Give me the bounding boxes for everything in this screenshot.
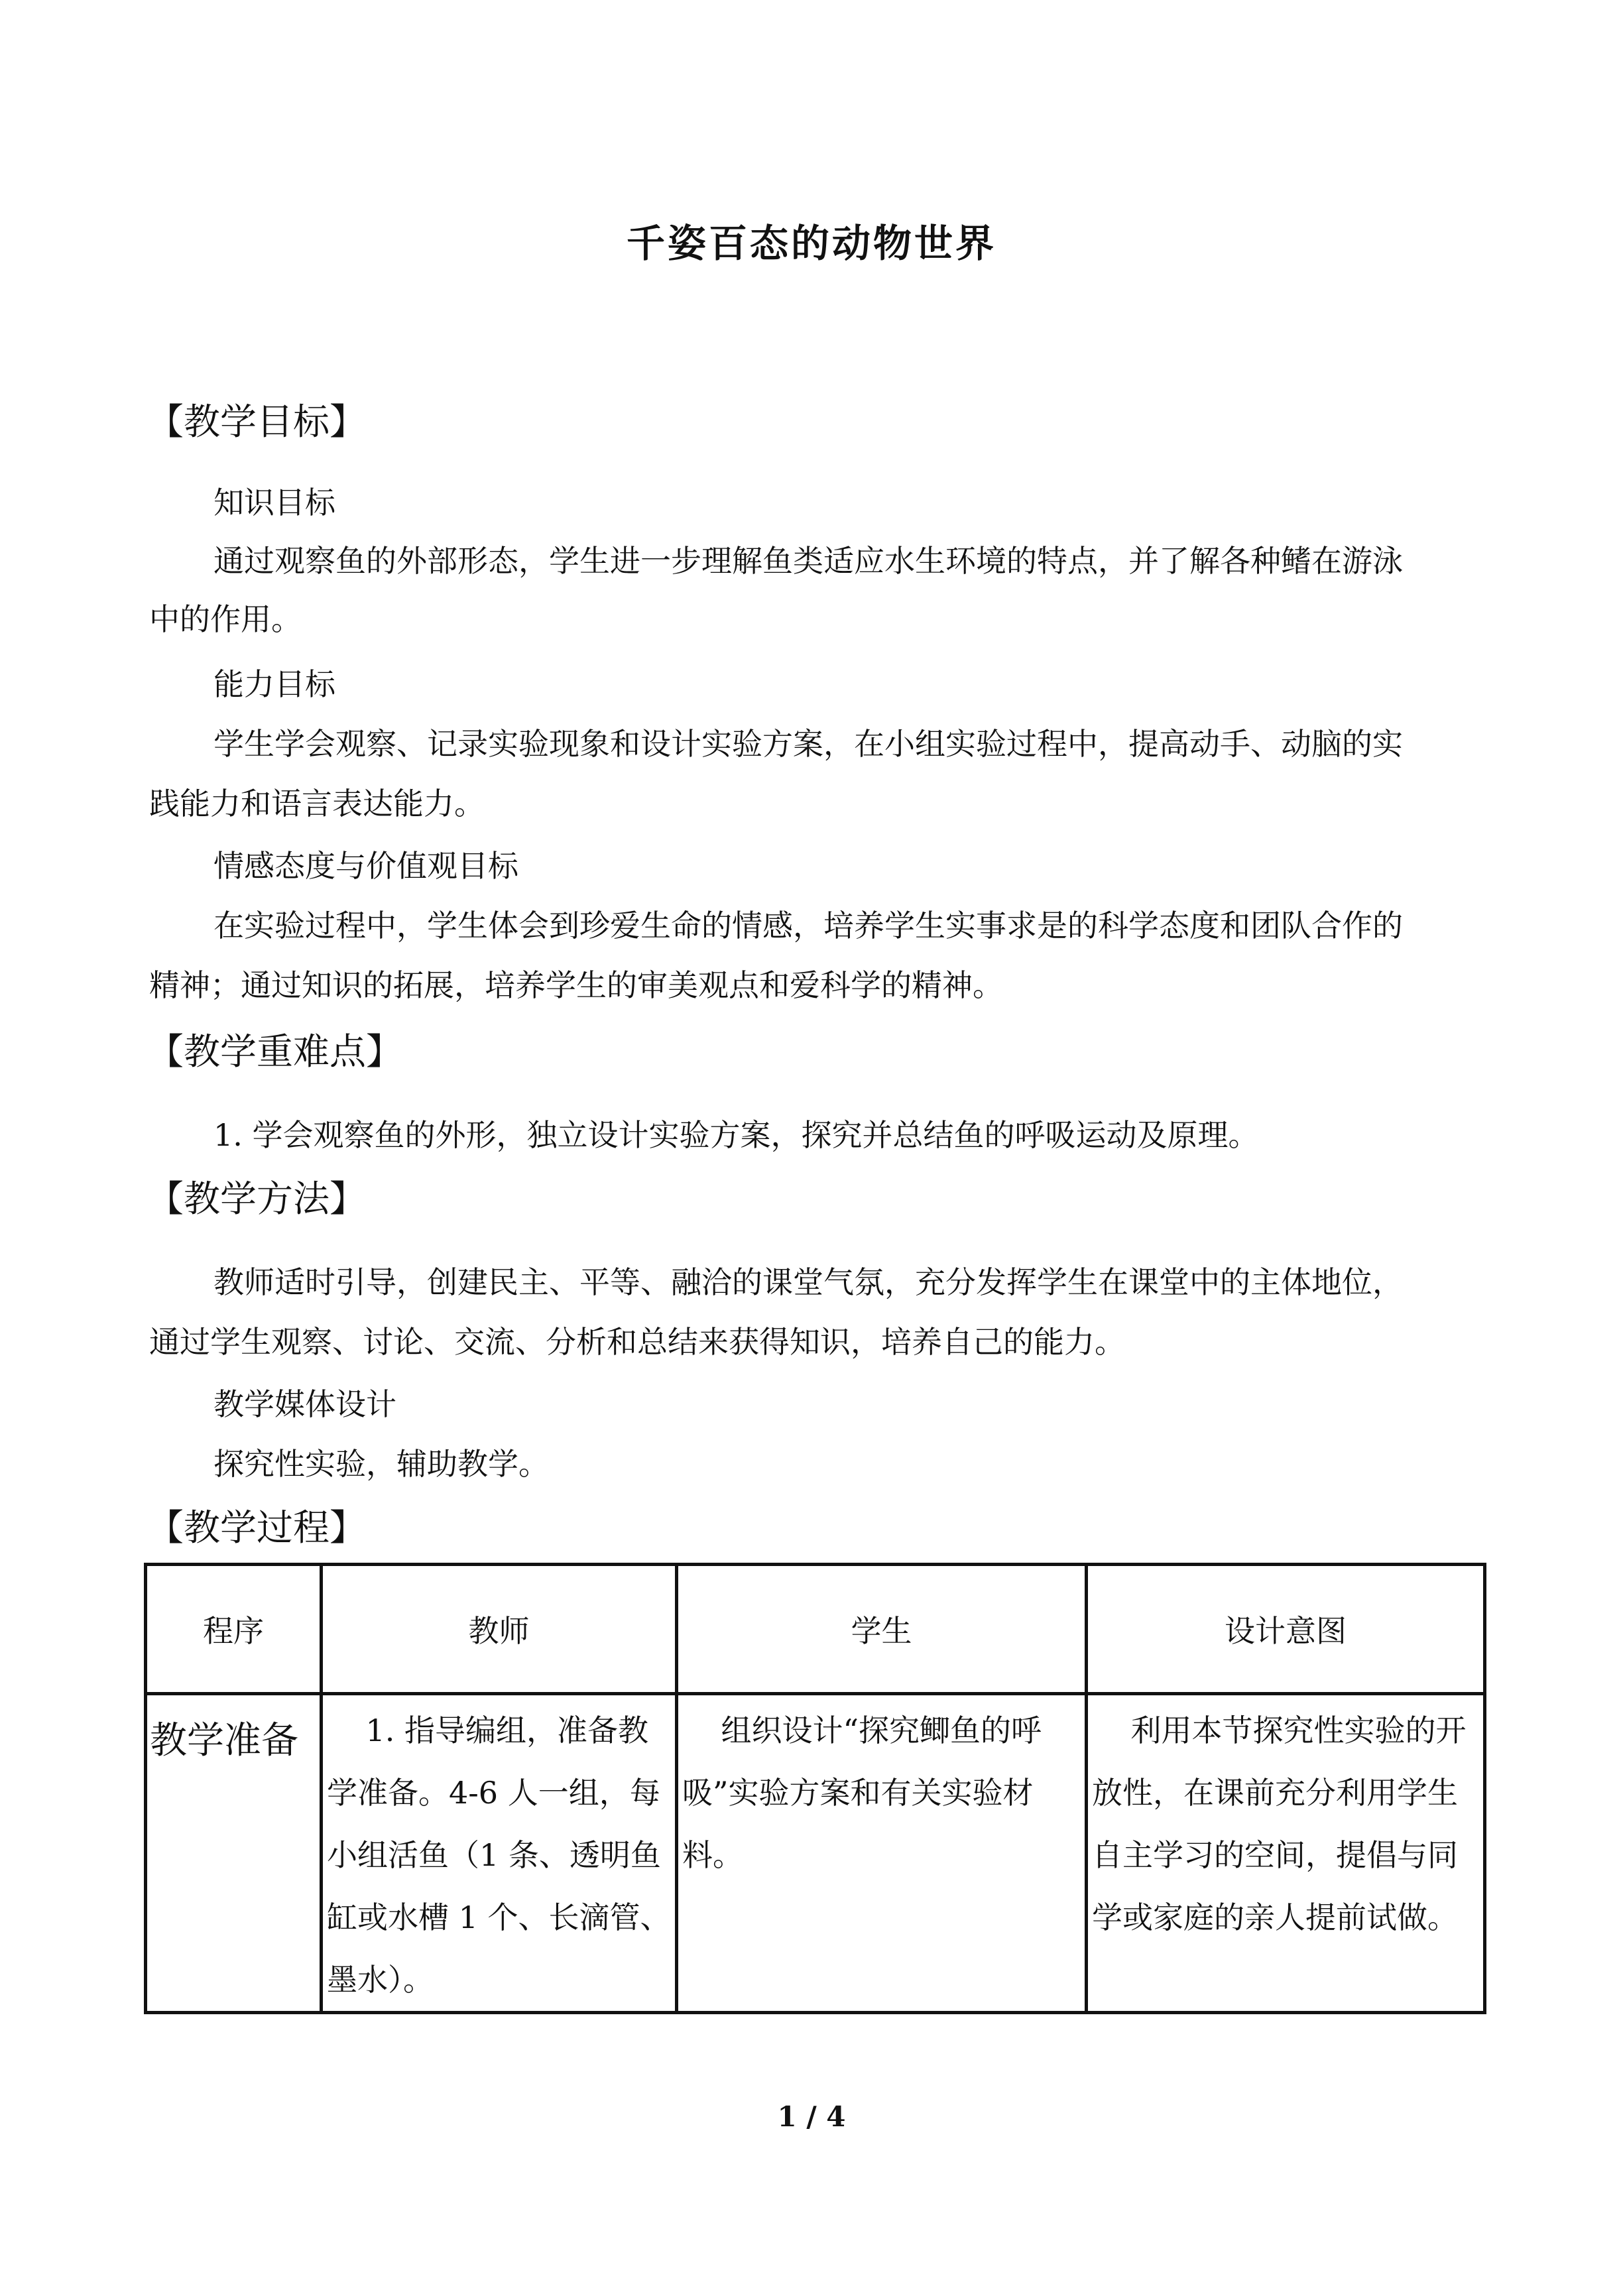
header-cell-student: 学生	[677, 1565, 1087, 1694]
ability-text-line: 学生学会观察、记录实验现象和设计实验方案，在小组实验过程中，提高动手、动脑的实	[213, 726, 1403, 762]
section-heading-process: 【教学过程】	[147, 1506, 367, 1549]
section-heading-methods: 【教学方法】	[147, 1178, 367, 1220]
process-table	[144, 1563, 1486, 2014]
methods-text-line: 教师适时引导，创建民主、平等、融洽的课堂气氛，充分发挥学生在课堂中的主体地位，	[213, 1264, 1403, 1300]
page-number: 1 / 4	[777, 2100, 846, 2133]
header-cell-stage: 程序	[146, 1565, 322, 1694]
knowledge-text-line: 中的作用。	[149, 601, 302, 637]
section-heading-key-points: 【教学重难点】	[147, 1030, 403, 1073]
student-text: 组织设计“探究鲫鱼的呼吸”实验方案和有关实验材料。	[682, 1713, 1042, 1873]
intent-cell	[1087, 1694, 1485, 2013]
intent-text: 利用本节探究性实验的开放性，在课前充分利用学生自主学习的空间，提倡与同学或家庭的亲人提前试做。	[1092, 1713, 1467, 1935]
header-cell-intent: 设计意图	[1087, 1565, 1485, 1694]
page-title: 千姿百态的动物世界	[626, 221, 996, 266]
table-row	[146, 1694, 1485, 2013]
student-cell	[677, 1694, 1087, 2013]
ability-text-line: 践能力和语言表达能力。	[149, 786, 485, 821]
table-header-row	[146, 1565, 1485, 1694]
emotion-text-line: 精神；通过知识的拓展，培养学生的审美观点和爱科学的精神。	[149, 967, 1003, 1003]
knowledge-text-line: 通过观察鱼的外部形态，学生进一步理解鱼类适应水生环境的特点，并了解各种鳍在游泳	[213, 543, 1403, 579]
knowledge-label: 知识目标	[213, 485, 335, 520]
ability-label: 能力目标	[213, 666, 335, 702]
section-heading-objectives: 【教学目标】	[147, 400, 367, 443]
stage-label: 教学准备	[150, 1719, 298, 1762]
stage-cell	[146, 1694, 322, 2013]
key-point-item: 1. 学会观察鱼的外形，独立设计实验方案，探究并总结鱼的呼吸运动及原理。	[213, 1117, 1259, 1153]
media-label: 教学媒体设计	[213, 1386, 396, 1422]
media-text: 探究性实验，辅助教学。	[213, 1446, 549, 1482]
teacher-text: 1. 指导编组，准备教学准备。4-6 人一组，每小组活鱼（1 条、透明鱼缸或水槽 1 个、长滴管、墨水）。	[327, 1713, 671, 1998]
methods-text-line: 通过学生观察、讨论、交流、分析和总结来获得知识，培养自己的能力。	[149, 1324, 1125, 1360]
teacher-cell	[322, 1694, 677, 2013]
emotion-label: 情感态度与价值观目标	[213, 848, 518, 884]
emotion-text-line: 在实验过程中，学生体会到珍爱生命的情感，培养学生实事求是的科学态度和团队合作的	[213, 908, 1403, 943]
header-cell-teacher: 教师	[322, 1565, 677, 1694]
